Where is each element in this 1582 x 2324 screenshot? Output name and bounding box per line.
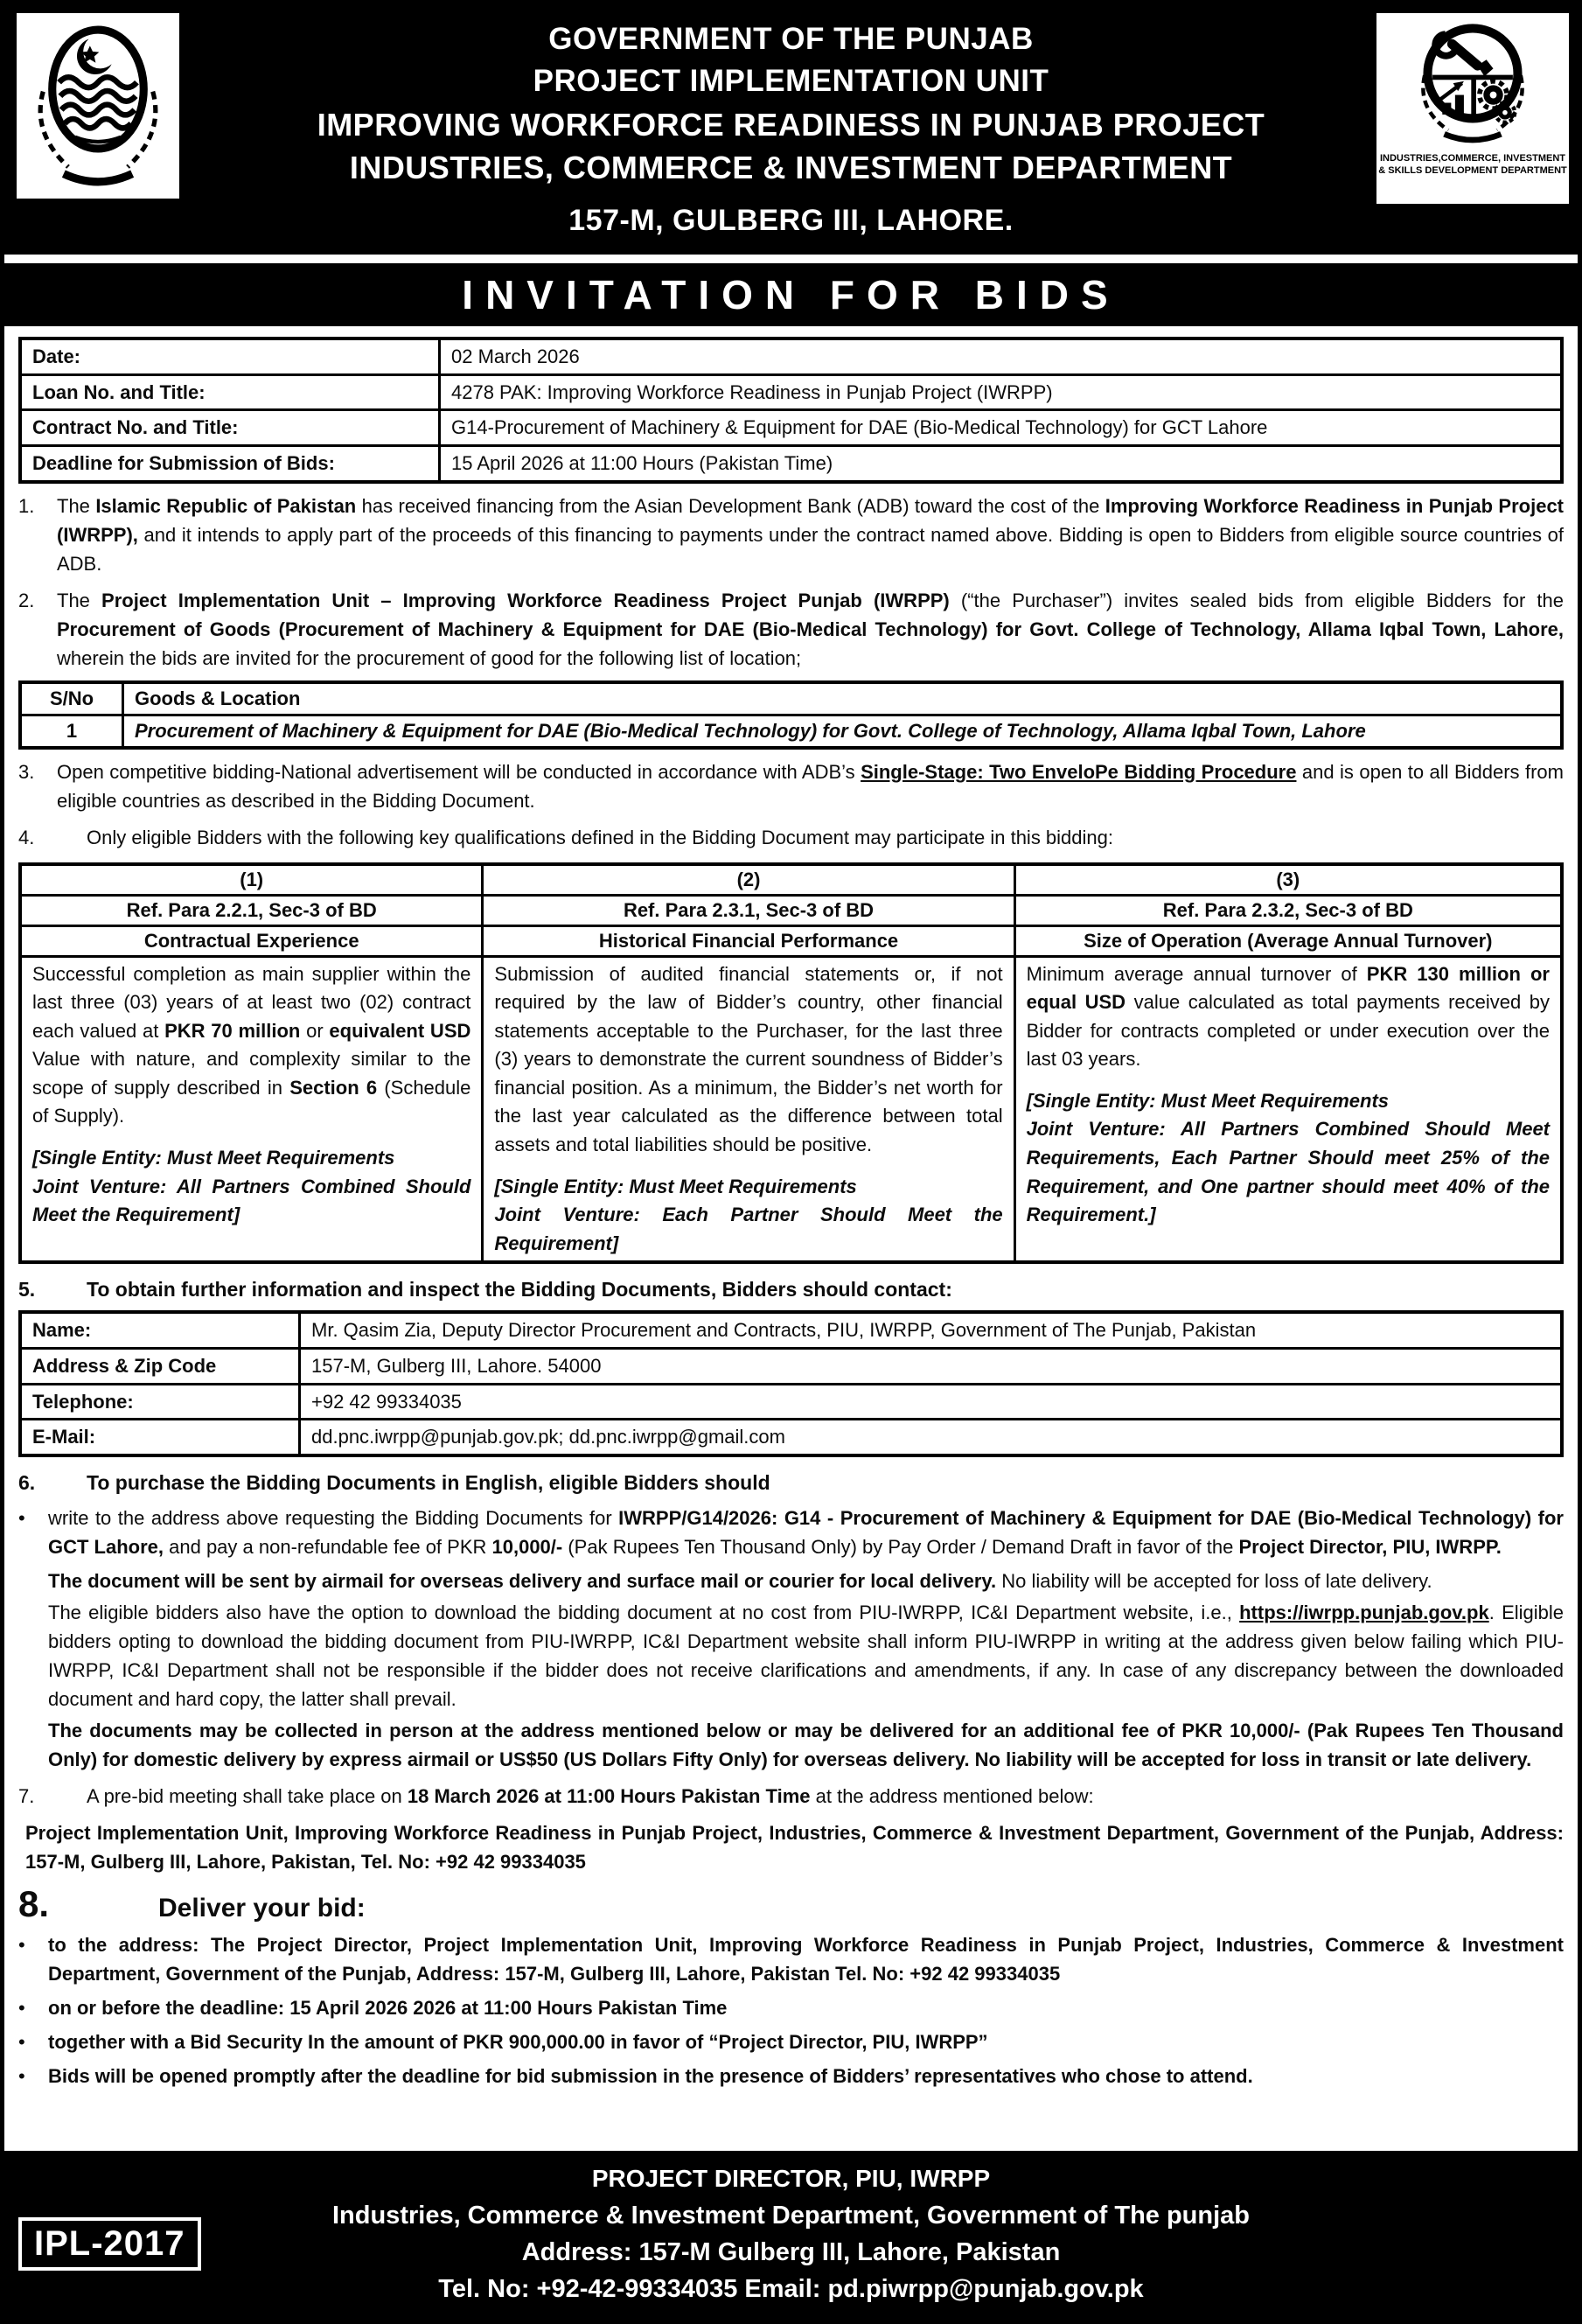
qual-col2-number: (2) [483, 864, 1014, 896]
qual-body-row [20, 956, 1562, 1262]
table-header-row [20, 682, 1562, 715]
contact-label-address: Address & Zip Code [20, 1349, 300, 1385]
qualifications-table [18, 862, 1564, 1264]
table-row [20, 1349, 1562, 1385]
section-7-address: Project Implementation Unit, Improving Workforce Readiness in Punjab Project, Industries, Commerce & Investment Department, Government of the Punjab, Address: 157-M, Gulberg III, Lahore, Pakistan, Tel. No: +92 42 99334035 [25, 1822, 1564, 1874]
qual-number-row [20, 864, 1562, 896]
contact-table [18, 1310, 1564, 1457]
qual-col3-title: Size of Operation (Average Annual Turnover) [1014, 925, 1562, 956]
info-value-contract: G14-Procurement of Machinery & Equipment for DAE (Bio-Medical Technology) for GCT Lahore [440, 410, 1563, 446]
section-number: 8. [18, 1883, 50, 1925]
qual-col3-body [1014, 956, 1562, 1262]
qual-col1-title: Contractual Experience [20, 925, 483, 956]
bullet-text: together with a Bid Security In the amount of PKR 900,000.00 in favor of “Project Director, PIU, IWRPP” [48, 2031, 988, 2054]
section-6-paragraph-delivery: The document will be sent by airmail for overseas delivery and surface mail or courier for local delivery. No liability will be accepted for loss of late delivery. [48, 1570, 1432, 1593]
ipl-number-badge: IPL-2017 [18, 2217, 201, 2271]
section-6-paragraph-collection: The documents may be collected in person at the address mentioned below or may be delivered for an additional fee of PKR 10,000/- (Pak Rupees Ten Thousand Only) for domestic delivery by express airmail or US$50 (US Dollars Fifty Only) for overseas delivery. No liability will be accepted for loss in transit or late delivery. [48, 1720, 1564, 1771]
bullet-text: write to the address above requesting the Bidding Documents for IWRPP/G14/2026: G14 - Procurement of Machinery & Equipment for DAE (Bio-Medical Technology) for GCT Lahore, and pay a non-refundable fee of PKR 10,000/- (Pak Rupees Ten Thousand Only) by Pay Order / Demand Draft in favor of the Project Director, PIU, IWRPP. [48, 1507, 1564, 1559]
contact-value-email: dd.pnc.iwrpp@punjab.gov.pk; dd.pnc.iwrpp@gmail.com [300, 1420, 1563, 1455]
qual-col1-body [20, 956, 483, 1262]
qual-requirement-text: Minimum average annual turnover of PKR 130 million or equal USD value calculated as total payments received by Bidder for contracts completed or under execution over the last 03 years. [1026, 962, 1550, 1071]
info-label-loan: Loan No. and Title: [20, 374, 440, 410]
contact-label-telephone: Telephone: [20, 1384, 300, 1420]
table-row [20, 1384, 1562, 1420]
qual-ref-row [20, 895, 1562, 925]
header-line-unit: PROJECT IMPLEMENTATION UNIT [533, 64, 1049, 99]
contact-label-name: Name: [20, 1312, 300, 1348]
table-row [20, 1312, 1562, 1348]
bullet-icon: • [18, 2031, 25, 2054]
section-6-heading [18, 1469, 1564, 1497]
section-7-heading [18, 1782, 1564, 1811]
paragraph-number: 4. [18, 826, 35, 848]
qual-col1-number: (1) [20, 864, 483, 896]
table-row [20, 374, 1562, 410]
footer-director: PROJECT DIRECTOR, PIU, IWRPP [591, 2165, 991, 2193]
punjab-government-crest-icon [28, 18, 168, 194]
paragraph-4 [18, 823, 1564, 852]
right-logo-caption-line2: & SKILLS DEVELOPMENT DEPARTMENT [1378, 165, 1567, 177]
section-8-heading [18, 1883, 1564, 1925]
qual-col3-ref: Ref. Para 2.3.2, Sec-3 of BD [1014, 895, 1562, 925]
section-title: Deliver your bid: [158, 1894, 366, 1923]
section-title: To purchase the Bidding Documents in English, eligible Bidders should [87, 1471, 770, 1495]
goods-row-description: Procurement of Machinery & Equipment for DAE (Bio-Medical Technology) for Govt. College of Technology, Allama Iqbal Town, Lahore [123, 715, 1563, 748]
qual-requirement-text: Successful completion as main supplier within the last three (03) years of at least two (02) contract each valued at PKR 70 million or equivalent USD Value with nature, and complexity similar to the scope of supply described in Section 6 (Schedule of Supply). [32, 962, 471, 1127]
qual-entity-note: [Single Entity: Must Meet Requirements Joint Venture: Each Partner Should Meet the Requirement] [494, 1175, 1003, 1254]
header-line-government: GOVERNMENT OF THE PUNJAB [548, 22, 1034, 56]
paragraph-text: Open competitive bidding-National advertisement will be conducted in accordance with ADB’s Single-Stage: Two EnveloPe Bidding Procedure and is open to all Bidders from eligible countries as described in the Bidding Document. [57, 760, 1564, 812]
paragraph-number: 3. [18, 760, 35, 783]
info-value-deadline: 15 April 2026 at 11:00 Hours (Pakistan Time) [440, 446, 1563, 482]
footer-band [4, 2151, 1578, 2320]
qual-title-row [20, 925, 1562, 956]
section-5-heading [18, 1275, 1564, 1303]
bullet-icon: • [18, 2065, 25, 2088]
bullet-icon: • [18, 1507, 25, 1530]
left-logo-box [17, 13, 179, 199]
section-6-bullet [18, 1504, 1564, 1561]
bullet-text: Bids will be opened promptly after the deadline for bid submission in the presence of Bidders’ representatives who chose to attend. [48, 2065, 1253, 2088]
info-value-loan: 4278 PAK: Improving Workforce Readiness in Punjab Project (IWRPP) [440, 374, 1563, 410]
bullet-icon: • [18, 1997, 25, 2020]
footer-address: Address: 157-M Gulberg III, Lahore, Pakistan [521, 2237, 1061, 2266]
paragraph-1 [18, 492, 1564, 578]
bullet-text: on or before the deadline: 15 April 2026 2026 at 11:00 Hours Pakistan Time [48, 1997, 728, 2020]
table-row [20, 1420, 1562, 1455]
invitation-for-bids-banner: INVITATION FOR BIDS [4, 263, 1578, 326]
qual-col1-ref: Ref. Para 2.2.1, Sec-3 of BD [20, 895, 483, 925]
right-logo-box [1376, 13, 1569, 204]
header-line-department: INDUSTRIES, COMMERCE & INVESTMENT DEPARTMENT [349, 150, 1233, 186]
industries-department-logo-icon [1399, 17, 1546, 152]
qual-col3-number: (3) [1014, 864, 1562, 896]
section-7-text: A pre-bid meeting shall take place on 18 March 2026 at 11:00 Hours Pakistan Time at the address mentioned below: [87, 1785, 1094, 1808]
qual-col2-body [483, 956, 1014, 1262]
info-label-contract: Contract No. and Title: [20, 410, 440, 446]
header-line-project: IMPROVING WORKFORCE READINESS IN PUNJAB PROJECT [317, 106, 1265, 143]
header-band [4, 4, 1578, 255]
section-6-paragraph-download: The eligible bidders also have the option to download the bidding document at no cost from PIU-IWRPP, IC&I Department website, i.e., https://iwrpp.punjab.gov.pk. Eligible bidders opting to download the bidding document from PIU-IWRPP, IC&I Department website shall inform PIU-IWRPP in writing at the address given below failing which PIU-IWRPP, IC&I Department shall not be responsible if the bidder does not receive clarifications and amendments, if any. In case of any discrepancy between the downloaded document and hard copy, the latter shall prevail. [48, 1602, 1565, 1711]
bullet-icon: • [18, 1934, 25, 1957]
qual-entity-note: [Single Entity: Must Meet Requirements Joint Venture: All Partners Combined Should Meet the Requirement] [32, 1147, 471, 1226]
right-logo-caption-line1: INDUSTRIES,COMMERCE, INVESTMENT [1379, 153, 1566, 164]
section-8-bullet-deadline [18, 1993, 1564, 2022]
paragraph-text: The Islamic Republic of Pakistan has received financing from the Asian Development Bank (ADB) toward the cost of the Improving Workforce Readiness in Punjab Project (IWRPP), and it intends to apply part of the proceeds of this financing to payments under the contract named above. Bidding is open to Bidders from eligible source countries of ADB. [57, 494, 1564, 575]
table-row [20, 410, 1562, 446]
paragraph-number: 1. [18, 494, 35, 517]
section-title: To obtain further information and inspect the Bidding Documents, Bidders should contact: [87, 1278, 952, 1302]
section-8-bullet-address [18, 1930, 1564, 1988]
section-number: 5. [18, 1278, 36, 1302]
goods-location-table [18, 680, 1564, 750]
goods-row-sno: 1 [20, 715, 123, 748]
goods-header-sno: S/No [20, 682, 123, 715]
table-row [20, 446, 1562, 482]
info-label-date: Date: [20, 338, 440, 374]
table-row [20, 338, 1562, 374]
contact-value-name: Mr. Qasim Zia, Deputy Director Procurement and Contracts, PIU, IWRPP, Government of The Punjab, Pakistan [300, 1312, 1563, 1348]
qual-col2-ref: Ref. Para 2.3.1, Sec-3 of BD [483, 895, 1014, 925]
qual-entity-note: [Single Entity: Must Meet Requirements Joint Venture: All Partners Combined Should Meet Requirements, Each Partner Should meet 25% of the Requirement, and One partner should meet 40% of the Requirement.] [1026, 1089, 1550, 1226]
contact-value-address: 157-M, Gulberg III, Lahore. 54000 [300, 1349, 1563, 1385]
section-number: 6. [18, 1471, 36, 1495]
contact-label-email: E-Mail: [20, 1420, 300, 1455]
footer-department: Industries, Commerce & Investment Department, Government of The punjab [331, 2201, 1251, 2230]
qual-requirement-text: Submission of audited financial statements or, if not required by the law of Bidder’s country, other financial statements acceptable to the Purchaser, for the last three (3) years to demonstrate the current soundness of Bidder’s financial position. As a minimum, the Bidder’s net worth for the last year calculated as the difference between total assets and total liabilities should be positive. [494, 962, 1003, 1156]
bid-info-table [18, 337, 1564, 484]
paragraph-2 [18, 586, 1564, 673]
paragraph-text: The Project Implementation Unit – Improving Workforce Readiness Project Punjab (IWRPP) (“the Purchaser”) invites sealed bids from eligible Bidders for the Procurement of Goods (Procurement of Machinery & Equipment for DAE (Bio-Medical Technology) for Govt. College of Technology, Allama Iqbal Town, Lahore, wherein the bids are invited for the procurement of good for the following list of location; [57, 589, 1564, 669]
section-number: 7. [18, 1785, 35, 1808]
info-value-date: 02 March 2026 [440, 338, 1563, 374]
goods-header-location: Goods & Location [123, 682, 1563, 715]
footer-contact: Tel. No: +92-42-99334035 Email: pd.piwrpp@punjab.gov.pk [438, 2274, 1144, 2303]
section-8-bullet-security [18, 2027, 1564, 2056]
header-line-address: 157-M, GULBERG III, LAHORE. [568, 203, 1014, 237]
paragraph-3 [18, 757, 1564, 815]
paragraph-text: Only eligible Bidders with the following key qualifications defined in the Bidding Document may participate in this bidding: [87, 826, 1113, 848]
contact-value-telephone: +92 42 99334035 [300, 1384, 1563, 1420]
paragraph-number: 2. [18, 589, 35, 611]
table-row [20, 715, 1562, 748]
qual-col2-title: Historical Financial Performance [483, 925, 1014, 956]
section-8-bullet-opening [18, 2062, 1564, 2090]
document-body [4, 326, 1578, 2151]
info-label-deadline: Deadline for Submission of Bids: [20, 446, 440, 482]
bullet-text: to the address: The Project Director, Project Implementation Unit, Improving Workforce Readiness in Punjab Project, Industries, Commerce & Investment Department, Government of the Punjab, Address: 157-M, Gulberg III, Lahore, Pakistan Tel. No: +92 42 99334035 [48, 1934, 1564, 1986]
